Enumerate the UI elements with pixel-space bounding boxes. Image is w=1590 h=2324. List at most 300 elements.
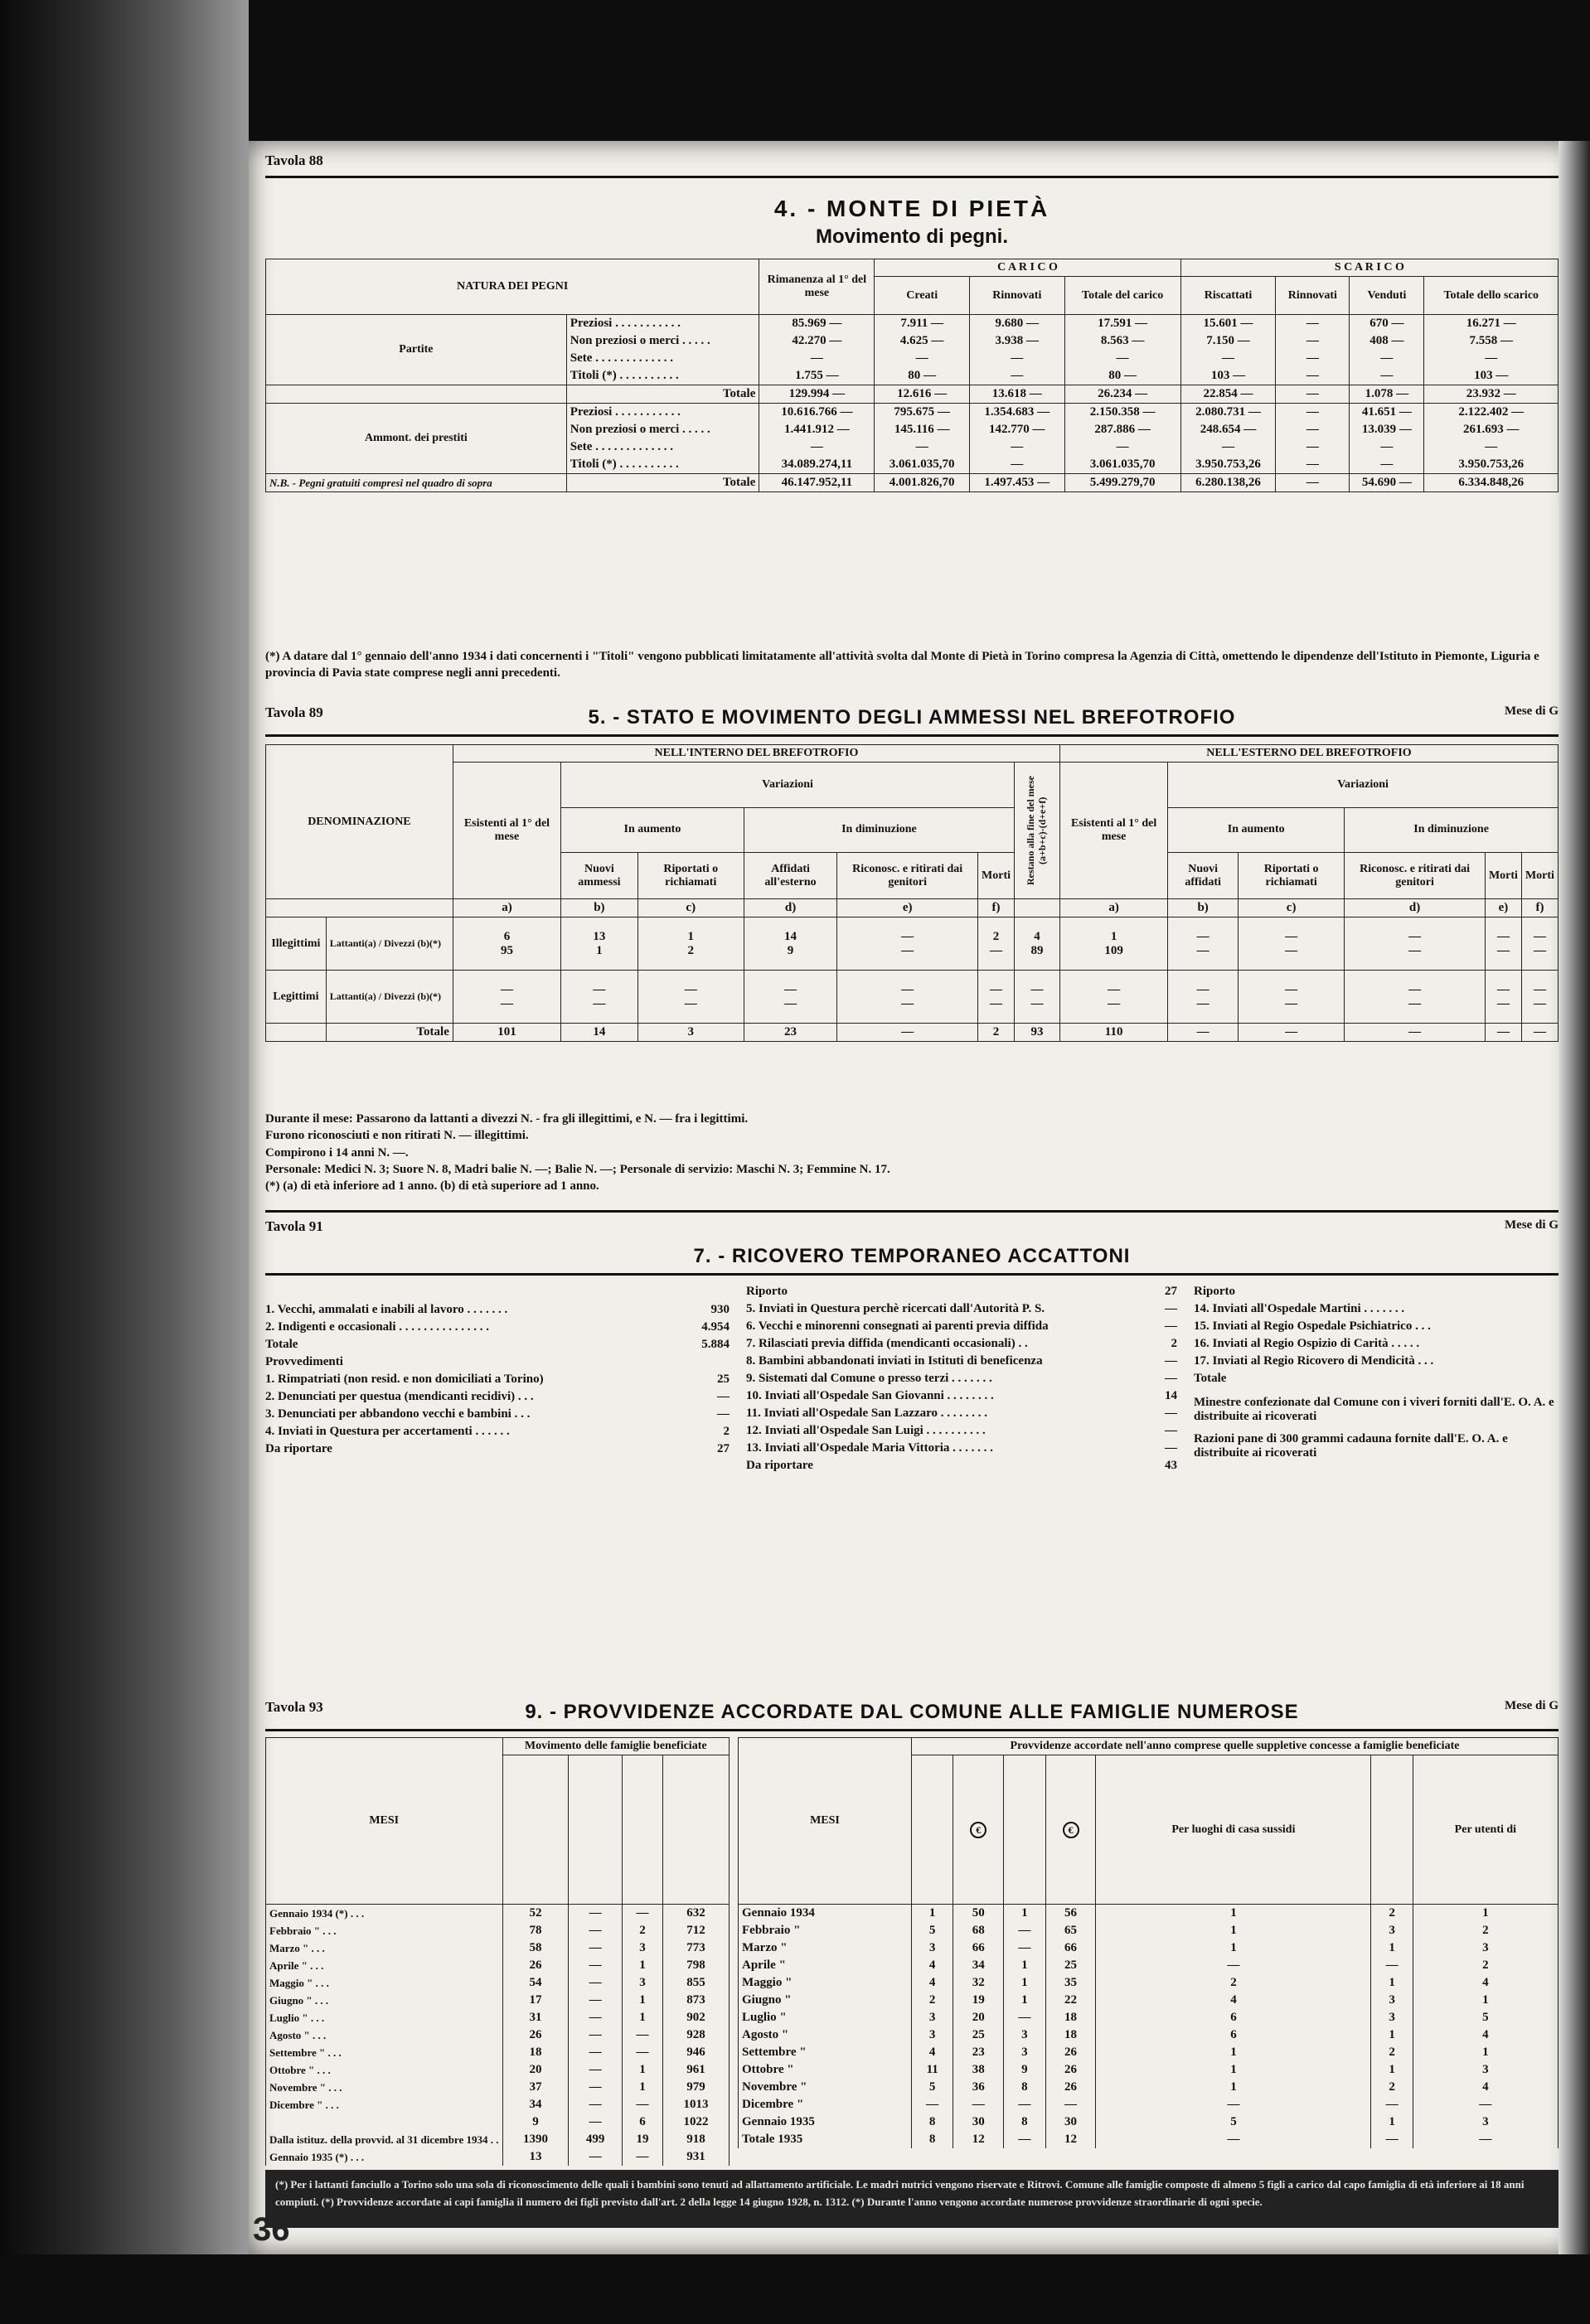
cell-b: — bbox=[569, 1974, 623, 1992]
month: Settembre " bbox=[739, 2044, 912, 2061]
cell-a: 1390 bbox=[502, 2131, 569, 2148]
group-label: Partite bbox=[266, 315, 567, 385]
month: Settembre " . . . bbox=[266, 2044, 503, 2061]
header-totale-carico: Totale del carico bbox=[1064, 277, 1180, 315]
month: Dicembre " . . . bbox=[266, 2096, 503, 2113]
tavola-91-label: Tavola 91 bbox=[265, 1218, 323, 1234]
total-rinn2: — bbox=[1276, 385, 1350, 404]
cell-b: 68 bbox=[953, 1922, 1004, 1939]
item-value: — bbox=[1165, 1407, 1177, 1420]
table-row bbox=[739, 2061, 1558, 2079]
value: — bbox=[784, 982, 797, 996]
value: — bbox=[1196, 996, 1209, 1010]
total-i: 101 bbox=[453, 1024, 560, 1042]
cell-a: 4 bbox=[912, 1974, 953, 1992]
value: — bbox=[1533, 982, 1546, 996]
cell-d: 12 bbox=[1045, 2131, 1096, 2148]
col-d bbox=[663, 1755, 730, 1905]
cell-risc: 248.654 — bbox=[1180, 421, 1276, 438]
cell-e: 5 bbox=[1096, 2113, 1371, 2131]
cell-f: 2 bbox=[1371, 1905, 1413, 1923]
col-a bbox=[502, 1755, 569, 1905]
ricovero-middle-column bbox=[746, 1283, 1177, 1474]
note-line: (*) (a) di età inferiore ad 1 anno. (b) di età superiore ad 1 anno. bbox=[265, 1179, 599, 1193]
header-movimento: Movimento delle famiglie beneficiate bbox=[502, 1738, 730, 1755]
value: — bbox=[1533, 929, 1546, 943]
cell-c bbox=[637, 971, 744, 1024]
list-item bbox=[1194, 1335, 1558, 1353]
cell-b: 36 bbox=[953, 2079, 1004, 2096]
tav89-title: 5. - STATO E MOVIMENTO DEGLI AMMESSI NEL BREFOTROFIO bbox=[588, 706, 1236, 729]
cell-ed bbox=[1345, 917, 1486, 971]
cell-a: 31 bbox=[502, 2009, 569, 2026]
cell-b: — bbox=[569, 2044, 623, 2061]
item-label: 17. Inviati al Regio Ricovero di Mendicità . . . bbox=[1194, 1354, 1434, 1368]
list-item bbox=[265, 1371, 730, 1388]
note-line: Compirono i 14 anni N. —. bbox=[265, 1145, 409, 1160]
cell-a: 8 bbox=[912, 2113, 953, 2131]
list-item bbox=[746, 1440, 1177, 1457]
item-value: — bbox=[717, 1390, 730, 1403]
cell-vend: 41.651 — bbox=[1350, 404, 1424, 422]
ricovero-right-column bbox=[1194, 1283, 1558, 1460]
cell-d: 26 bbox=[1045, 2079, 1096, 2096]
table-row bbox=[266, 971, 1558, 1024]
header-esistenti: Esistenti al 1° del mese bbox=[453, 763, 560, 899]
month: Gennaio 1935 (*) . . . bbox=[266, 2148, 503, 2166]
scan-right-edge bbox=[1558, 141, 1590, 2254]
header-riportati-esterno: Riportati o richiamati bbox=[1239, 853, 1345, 899]
header-nuovi: Nuovi ammessi bbox=[561, 853, 638, 899]
list-item bbox=[265, 1388, 730, 1406]
cell-b: 499 bbox=[569, 2131, 623, 2148]
value: 2 bbox=[687, 943, 694, 957]
cell-f: 1 bbox=[1371, 2026, 1413, 2044]
cell-g: 3 bbox=[1413, 2061, 1558, 2079]
cell-i bbox=[453, 971, 560, 1024]
page-number: 36 bbox=[253, 2211, 290, 2248]
cell-rinn2: — bbox=[1276, 421, 1350, 438]
note-line: Durante il mese: Passarono da lattanti a divezzi N. - fra gli illegittimi, e N. — fra i legittimi. bbox=[265, 1112, 749, 1126]
cell-d: 22 bbox=[1045, 1992, 1096, 2009]
row-label: Lattanti(a) / Divezzi (b)(*) bbox=[326, 917, 453, 971]
cell-b: — bbox=[569, 2096, 623, 2113]
tav91-mese: Mese di G bbox=[1505, 1218, 1558, 1232]
value: — bbox=[1496, 929, 1510, 943]
list-item bbox=[265, 1336, 730, 1353]
header-variazioni: Variazioni bbox=[561, 763, 1015, 808]
cell-tot: 17.591 — bbox=[1064, 315, 1180, 333]
month: Luglio " . . . bbox=[266, 2009, 503, 2026]
month: Maggio " bbox=[739, 1974, 912, 1992]
cell-rinn2: — bbox=[1276, 404, 1350, 422]
cell-g: 1 bbox=[1413, 1992, 1558, 2009]
cell-a: 3 bbox=[912, 2009, 953, 2026]
item-label: Totale bbox=[265, 1338, 298, 1351]
cell-d: 26 bbox=[1045, 2061, 1096, 2079]
spacer bbox=[266, 899, 453, 917]
cell-vend: — bbox=[1350, 456, 1424, 474]
cell-c: 3 bbox=[1004, 2044, 1045, 2061]
cell-f: — bbox=[1371, 2096, 1413, 2113]
divider bbox=[265, 1273, 1558, 1276]
cell-d: 18 bbox=[1045, 2009, 1096, 2026]
divider bbox=[265, 1210, 1558, 1213]
value: — bbox=[1108, 982, 1121, 996]
cell-rinn: 3.938 — bbox=[969, 332, 1064, 350]
cell-creati: — bbox=[875, 438, 970, 456]
value: 89 bbox=[1030, 943, 1044, 957]
table-row bbox=[266, 1905, 730, 1923]
total-f: 2 bbox=[978, 1024, 1015, 1042]
table-row bbox=[266, 2148, 730, 2166]
cell-b: — bbox=[569, 2061, 623, 2079]
note-line: Personale: Medici N. 3; Suore N. 8, Madri balie N. —; Balie N. —; Personale di servizio: Maschi N. 3; Femmine N. 17. bbox=[265, 1162, 890, 1176]
total-c: 3 bbox=[637, 1024, 744, 1042]
cell-c: — bbox=[1004, 1939, 1045, 1957]
table-row bbox=[739, 1957, 1558, 1974]
header-in-diminuzione: In diminuzione bbox=[744, 807, 1014, 853]
table-row bbox=[266, 404, 1558, 422]
month: Aprile " bbox=[739, 1957, 912, 1974]
value: — bbox=[500, 982, 513, 996]
cell-c: — bbox=[1004, 2096, 1045, 2113]
total-rinn: 13.618 — bbox=[969, 385, 1064, 404]
value: — bbox=[1030, 982, 1044, 996]
cell-c bbox=[637, 917, 744, 971]
item-label: 9. Sistemati dal Comune o presso terzi . . . . . . . bbox=[746, 1372, 992, 1385]
item-label: Provvedimenti bbox=[265, 1355, 343, 1368]
tavola-88-section bbox=[265, 153, 1558, 691]
cell-rinn2: — bbox=[1276, 350, 1350, 367]
group-label: Legittimi bbox=[266, 971, 327, 1024]
total-tots: 23.932 — bbox=[1424, 385, 1558, 404]
list-item bbox=[746, 1457, 1177, 1474]
brefotrofio-body bbox=[266, 899, 1558, 1042]
group-label: Ammont. dei prestiti bbox=[266, 404, 567, 474]
cell-d: 26 bbox=[1045, 2044, 1096, 2061]
item-value: — bbox=[1165, 1372, 1177, 1385]
cell-c: 1 bbox=[1004, 1905, 1045, 1923]
cell-g: 3 bbox=[1413, 2113, 1558, 2131]
header-esterno: NELL'ESTERNO DEL BREFOTROFIO bbox=[1060, 745, 1558, 763]
total-tot: 26.234 — bbox=[1064, 385, 1180, 404]
value: 1 bbox=[687, 929, 694, 943]
divider bbox=[265, 1729, 1558, 1731]
cell-g: 4 bbox=[1413, 2079, 1558, 2096]
provvidenze-body bbox=[739, 1905, 1558, 2149]
month: Febbraio " . . . bbox=[266, 1922, 503, 1939]
value: 6 bbox=[503, 929, 511, 943]
total-label: Totale bbox=[326, 1024, 453, 1042]
cell-r bbox=[1015, 917, 1060, 971]
cell-tot: 287.886 — bbox=[1064, 421, 1180, 438]
item-label: 1. Vecchi, ammalati e inabili al lavoro . . . . . . . bbox=[265, 1303, 508, 1316]
item-label: 11. Inviati all'Ospedale San Lazzaro . . . . . . . . bbox=[746, 1407, 987, 1420]
cell-f: 2 bbox=[1371, 2079, 1413, 2096]
item-label: 1. Rimpatriati (non resid. e non domiciliati a Torino) bbox=[265, 1373, 544, 1386]
cell-e: 1 bbox=[1096, 1939, 1371, 1957]
cell-risc: 15.601 — bbox=[1180, 315, 1276, 333]
cell-f: 1 bbox=[1371, 1939, 1413, 1957]
row-label: Titoli (*) . . . . . . . . . . bbox=[566, 456, 759, 474]
cell-d: 798 bbox=[663, 1957, 730, 1974]
tav93-title: 9. - PROVVIDENZE ACCORDATE DAL COMUNE ALLE FAMIGLIE NUMEROSE bbox=[525, 1701, 1299, 1723]
cell-d: 632 bbox=[663, 1905, 730, 1923]
cell-e: 6 bbox=[1096, 2026, 1371, 2044]
note-line: Furono riconosciuti e non ritirati N. — illegittimi. bbox=[265, 1129, 529, 1143]
table-row bbox=[739, 1939, 1558, 1957]
value: — bbox=[500, 996, 513, 1010]
value: — bbox=[901, 929, 914, 943]
header-creati: Creati bbox=[875, 277, 970, 315]
table-row bbox=[739, 1905, 1558, 1923]
value: — bbox=[990, 982, 1003, 996]
header-riconosc-esterno: Riconosc. e ritirati dai genitori bbox=[1345, 853, 1486, 899]
cell-b: 50 bbox=[953, 1905, 1004, 1923]
value: — bbox=[784, 996, 797, 1010]
cell-c: 2 bbox=[622, 1922, 662, 1939]
total-tot: 5.499.279,70 bbox=[1064, 474, 1180, 492]
cell-e: 1 bbox=[1096, 2061, 1371, 2079]
month: Marzo " . . . bbox=[266, 1939, 503, 1957]
header-rinnovati: Rinnovati bbox=[969, 277, 1064, 315]
total-vend: 54.690 — bbox=[1350, 474, 1424, 492]
item-label: 7. Rilasciati previa diffida (mendicanti occasionali) . . bbox=[746, 1337, 1028, 1350]
total-row bbox=[266, 474, 1558, 492]
header-provvidenze: Provvidenze accordate nell'anno comprese quelle suppletive concesse a famiglie beneficiate bbox=[912, 1738, 1558, 1755]
header-mesi-2: MESI bbox=[739, 1738, 912, 1905]
cell-tot: 8.563 — bbox=[1064, 332, 1180, 350]
total-label: Totale bbox=[566, 474, 759, 492]
cell-tot: — bbox=[1064, 350, 1180, 367]
total-eb: — bbox=[1168, 1024, 1239, 1042]
col-c bbox=[622, 1755, 662, 1905]
list-item bbox=[265, 1319, 730, 1336]
table-row bbox=[266, 315, 1558, 333]
value: — bbox=[1285, 996, 1298, 1010]
lira-icon: € bbox=[1063, 1822, 1079, 1838]
cell-b bbox=[561, 917, 638, 971]
cell-b: — bbox=[569, 2113, 623, 2131]
item-label: 8. Bambini abbandonati inviati in Istituti di beneficenza bbox=[746, 1354, 1043, 1368]
item-label: Da riportare bbox=[746, 1459, 813, 1472]
cell-a: 11 bbox=[912, 2061, 953, 2079]
item-value: 25 bbox=[717, 1373, 730, 1386]
item-label: 2. Denunciati per questua (mendicanti recidivi) . . . bbox=[265, 1390, 534, 1403]
value: — bbox=[901, 943, 914, 957]
total-ee: — bbox=[1485, 1024, 1521, 1042]
total-ea: 110 bbox=[1060, 1024, 1168, 1042]
table-row bbox=[266, 2026, 730, 2044]
list-item bbox=[1194, 1370, 1558, 1387]
cell-e: 1 bbox=[1096, 1905, 1371, 1923]
list-item bbox=[746, 1370, 1177, 1387]
table-row bbox=[266, 1922, 730, 1939]
value: 4 bbox=[1034, 929, 1040, 943]
value: — bbox=[1496, 982, 1510, 996]
item-value: 27 bbox=[717, 1442, 730, 1455]
col-pd bbox=[1045, 1755, 1096, 1905]
cell-creati: 145.116 — bbox=[875, 421, 970, 438]
tav93-mese: Mese di G bbox=[1505, 1699, 1558, 1712]
total-rim: 46.147.952,11 bbox=[759, 474, 875, 492]
total-b: 14 bbox=[561, 1024, 638, 1042]
total-vend: 1.078 — bbox=[1350, 385, 1424, 404]
month: Gennaio 1934 bbox=[739, 1905, 912, 1923]
lira-icon: € bbox=[970, 1822, 986, 1838]
cell-c: — bbox=[622, 2096, 662, 2113]
cell-b: 38 bbox=[953, 2061, 1004, 2079]
cell-creati: 7.911 — bbox=[875, 315, 970, 333]
value: — bbox=[1408, 996, 1422, 1010]
cell-i bbox=[453, 917, 560, 971]
header-carico: C A R I C O bbox=[875, 259, 1180, 277]
value: — bbox=[593, 982, 606, 996]
tav89-mese: Mese di G bbox=[1505, 704, 1558, 718]
list-item bbox=[1194, 1300, 1558, 1318]
value: 9 bbox=[787, 943, 794, 957]
col-b bbox=[569, 1755, 623, 1905]
item-value: 43 bbox=[1165, 1459, 1177, 1472]
cell-f bbox=[978, 917, 1015, 971]
item-value: — bbox=[1165, 1424, 1177, 1437]
cell-vend: — bbox=[1350, 367, 1424, 385]
item-label: 2. Indigenti e occasionali . . . . . . . . . . . . . . . bbox=[265, 1320, 490, 1334]
item-label: Totale bbox=[1194, 1372, 1227, 1385]
header-in-aumento-esterno: In aumento bbox=[1168, 807, 1345, 853]
header-morti-esterno: Morti bbox=[1485, 853, 1521, 899]
header-esistenti-esterno: Esistenti al 1° del mese bbox=[1060, 763, 1168, 899]
table-row bbox=[739, 1992, 1558, 2009]
cell-e: — bbox=[1096, 2096, 1371, 2113]
item-label: 15. Inviati al Regio Ospedale Psichiatrico . . . bbox=[1194, 1319, 1431, 1333]
cell-risc: — bbox=[1180, 438, 1276, 456]
table-row bbox=[266, 1974, 730, 1992]
cell-c: 1 bbox=[1004, 1974, 1045, 1992]
list-item bbox=[265, 1423, 730, 1440]
tav88-footnote: (*) A datare dal 1° gennaio dell'anno 1934 i dati concernenti i "Titoli" vengono pubblicati limitatamente all'attività svolta dal Monte di Pietà in Torino compresa la Agenzia di Città, omettendo le dipendenze dell'Istituto in Piemonte, Liguria e provincia di Pavia state comprese negli anni precedenti. bbox=[265, 650, 1539, 680]
cell-creati: 795.675 — bbox=[875, 404, 970, 422]
cell-ef bbox=[1521, 917, 1558, 971]
list-item bbox=[746, 1422, 1177, 1440]
item-value: — bbox=[1165, 1354, 1177, 1368]
cell-d: 30 bbox=[1045, 2113, 1096, 2131]
cell-a: 5 bbox=[912, 2079, 953, 2096]
header-interno: NELL'INTERNO DEL BREFOTROFIO bbox=[453, 745, 1059, 763]
month: Gennaio 1935 bbox=[739, 2113, 912, 2131]
value: — bbox=[1496, 943, 1510, 957]
scan-left-border bbox=[0, 0, 249, 2324]
cell-a: 26 bbox=[502, 1957, 569, 1974]
table-row bbox=[739, 2009, 1558, 2026]
cell-c: 8 bbox=[1004, 2113, 1045, 2131]
cell-e bbox=[837, 971, 978, 1024]
cell-e: 1 bbox=[1096, 2079, 1371, 2096]
header-nuovi-affidati: Nuovi affidati bbox=[1168, 853, 1239, 899]
cell-risc: 7.150 — bbox=[1180, 332, 1276, 350]
month: Dicembre " bbox=[739, 2096, 912, 2113]
table-row bbox=[739, 2079, 1558, 2096]
table-row bbox=[739, 1974, 1558, 1992]
cell-f: 1 bbox=[1371, 2061, 1413, 2079]
cell-ea bbox=[1060, 917, 1168, 971]
list-item bbox=[265, 1353, 730, 1371]
cell-a: — bbox=[912, 2096, 953, 2113]
header-riconosc: Riconosc. e ritirati dai genitori bbox=[837, 853, 978, 899]
total-label: Totale bbox=[566, 385, 759, 404]
header-restano bbox=[1015, 763, 1060, 899]
table-row bbox=[739, 1922, 1558, 1939]
cell-c: 3 bbox=[622, 1939, 662, 1957]
header-mesi: MESI bbox=[266, 1738, 503, 1905]
month bbox=[266, 2113, 503, 2131]
list-item bbox=[265, 1301, 730, 1319]
cell-a: 78 bbox=[502, 1922, 569, 1939]
item-value: 4.954 bbox=[701, 1320, 730, 1334]
cell-d: 712 bbox=[663, 1922, 730, 1939]
cell-a: 4 bbox=[912, 2044, 953, 2061]
value: — bbox=[1533, 943, 1546, 957]
famiglie-movimento-table bbox=[265, 1737, 730, 2166]
total-row bbox=[266, 385, 1558, 404]
month: Ottobre " bbox=[739, 2061, 912, 2079]
cell-rim: 10.616.766 — bbox=[759, 404, 875, 422]
tav88-subtitle: Movimento di pegni. bbox=[816, 225, 1008, 248]
cell-rinn: 1.354.683 — bbox=[969, 404, 1064, 422]
value: — bbox=[1108, 996, 1121, 1010]
letter: c) bbox=[637, 899, 744, 917]
cell-c: — bbox=[1004, 2131, 1045, 2148]
cell-c: 9 bbox=[1004, 2061, 1045, 2079]
list-item bbox=[1194, 1318, 1558, 1335]
cell-a: 9 bbox=[502, 2113, 569, 2131]
month: Dalla istituz. della provvid. al 31 dicembre 1934 . . bbox=[266, 2131, 503, 2148]
cell-tots: 261.693 — bbox=[1424, 421, 1558, 438]
monte-pieta-table bbox=[265, 259, 1558, 492]
cell-b: — bbox=[569, 1922, 623, 1939]
tavola-93-section bbox=[265, 1699, 1558, 2230]
total-creati: 12.616 — bbox=[875, 385, 970, 404]
cell-c: 1 bbox=[1004, 1957, 1045, 1974]
value: 109 bbox=[1104, 943, 1123, 957]
letter: b) bbox=[1168, 899, 1239, 917]
cell-f: — bbox=[1371, 1957, 1413, 1974]
header-morti-esterno-2: Morti bbox=[1521, 853, 1558, 899]
cell-d: 56 bbox=[1045, 1905, 1096, 1923]
cell-rim: 42.270 — bbox=[759, 332, 875, 350]
list-item bbox=[746, 1335, 1177, 1353]
month: Totale 1935 bbox=[739, 2131, 912, 2148]
value: — bbox=[1408, 943, 1422, 957]
letter: f) bbox=[1521, 899, 1558, 917]
cell-g: 1 bbox=[1413, 2044, 1558, 2061]
cell-c: — bbox=[622, 1905, 662, 1923]
item-label: 12. Inviati all'Ospedale San Luigi . . . . . . . . . . bbox=[746, 1424, 986, 1437]
total-ec: — bbox=[1239, 1024, 1345, 1042]
total-creati: 4.001.826,70 bbox=[875, 474, 970, 492]
value: — bbox=[901, 996, 914, 1010]
cell-g: 2 bbox=[1413, 1922, 1558, 1939]
cell-g: — bbox=[1413, 2096, 1558, 2113]
spacer bbox=[1015, 899, 1060, 917]
cell-f: 3 bbox=[1371, 1992, 1413, 2009]
cell-a: 58 bbox=[502, 1939, 569, 1957]
table-row bbox=[739, 2044, 1558, 2061]
cell-d: 65 bbox=[1045, 1922, 1096, 1939]
cell-tot: 2.150.358 — bbox=[1064, 404, 1180, 422]
item-label: 14. Inviati all'Ospedale Martini . . . . . . . bbox=[1194, 1302, 1405, 1315]
